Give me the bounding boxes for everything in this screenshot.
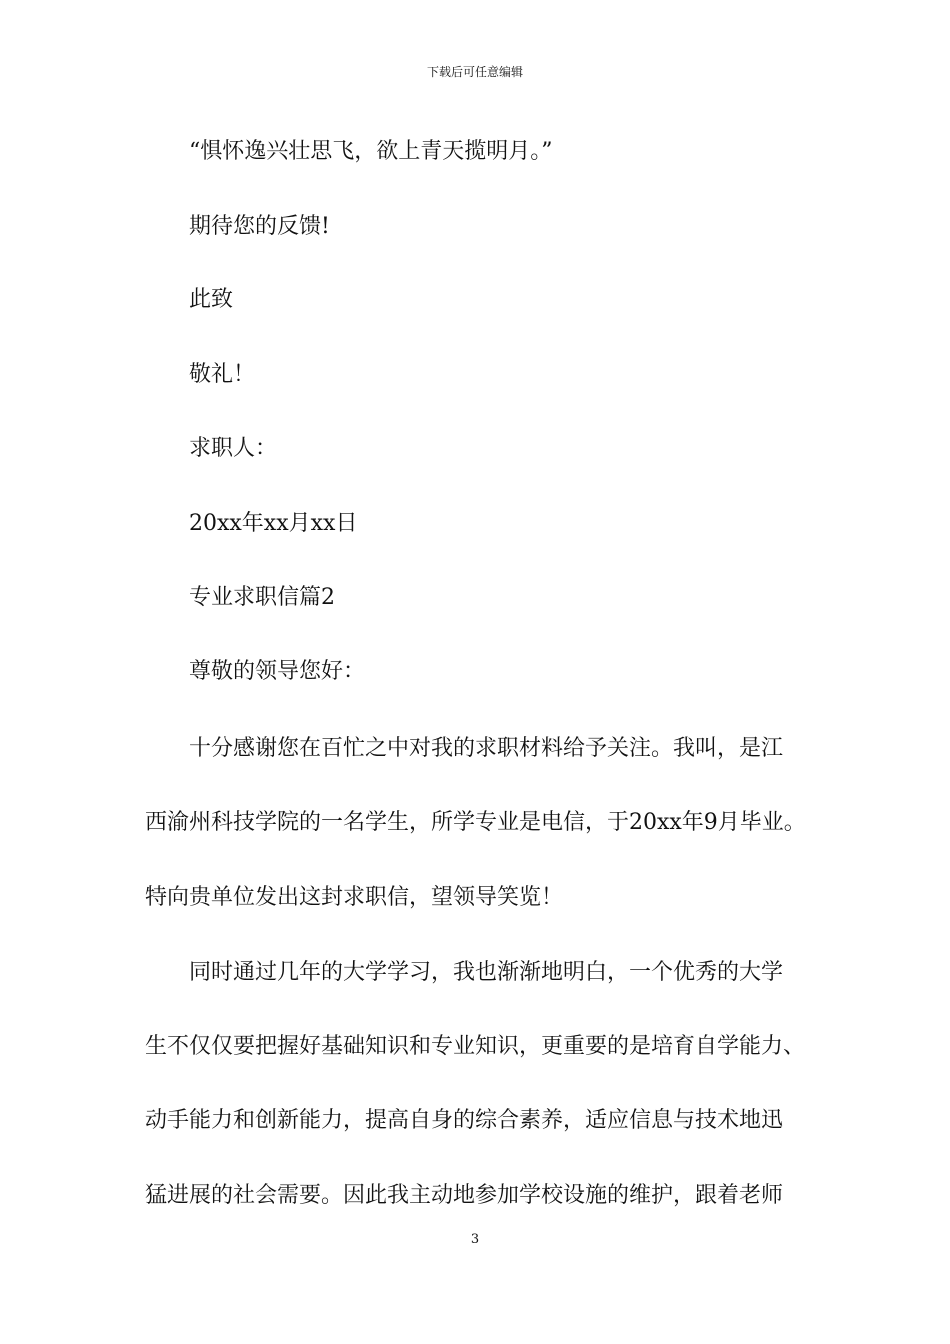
quote-line: “惧怀逸兴壮思飞，欲上青天揽明月。” [189, 139, 553, 164]
page-number: 3 [470, 1232, 480, 1247]
paragraph-line: 西渝州科技学院的一名学生，所学专业是电信，于20xx年9月毕业。 [145, 810, 806, 835]
salutation-line: 敬礼！ [189, 362, 256, 387]
paragraph-line: 猛进展的社会需要。因此我主动地参加学校设施的维护，跟着老师 [145, 1183, 784, 1208]
paragraph-line: 生不仅仅要把握好基础知识和专业知识，更重要的是培育自学能力、 [145, 1034, 806, 1059]
date-line: 20xx年xx月xx日 [189, 511, 358, 536]
paragraph-line: 特向贵单位发出这封求职信，望领导笑览！ [145, 885, 564, 910]
closing-line: 此致 [189, 287, 234, 312]
paragraph-line: 十分感谢您在百忙之中对我的求职材料给予关注。我叫，是江 [189, 736, 784, 761]
section-title: 专业求职信篇2 [189, 585, 335, 610]
page-header: 下载后可任意编辑 [426, 65, 523, 79]
feedback-line: 期待您的反馈! [189, 214, 330, 239]
greeting-line: 尊敬的领导您好： [189, 659, 366, 684]
applicant-line: 求职人： [189, 436, 278, 461]
paragraph-line: 同时通过几年的大学学习，我也渐渐地明白，一个优秀的大学 [189, 960, 784, 985]
paragraph-line: 动手能力和创新能力，提高自身的综合素养，适应信息与技术地迅 [145, 1108, 784, 1133]
